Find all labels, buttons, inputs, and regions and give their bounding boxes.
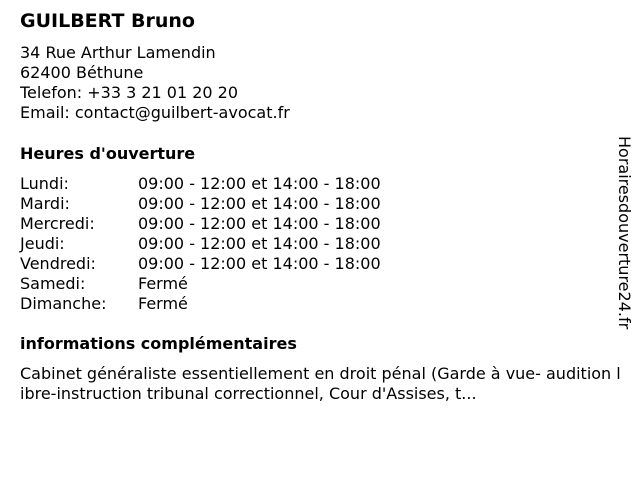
day-label: Samedi:	[20, 274, 86, 293]
phone-number: Telefon: +33 3 21 01 20 20	[20, 83, 239, 102]
street-address: 34 Rue Arthur Lamendin	[20, 43, 216, 62]
day-label: Lundi:	[20, 174, 69, 193]
additional-info-text: Cabinet généraliste essentiellement en droit pénal (Garde à vue- audition libre-instruction tribunal correctionnel, Cour d'Assises, t...	[20, 364, 621, 403]
day-hours: 09:00 - 12:00 et 14:00 - 18:00	[138, 254, 381, 273]
day-label: Vendredi:	[20, 254, 96, 273]
watermark-text: Horairesdouverture24.fr	[615, 136, 634, 330]
business-name: GUILBERT Bruno	[20, 10, 195, 32]
day-label: Jeudi:	[20, 234, 65, 253]
email-address: Email: contact@guilbert-avocat.fr	[20, 103, 290, 122]
opening-hours-heading: Heures d'ouverture	[20, 144, 196, 163]
day-hours: 09:00 - 12:00 et 14:00 - 18:00	[138, 234, 381, 253]
day-label: Mercredi:	[20, 214, 95, 233]
city-postal: 62400 Béthune	[20, 63, 144, 82]
additional-info-heading: informations complémentaires	[20, 334, 297, 353]
day-label: Mardi:	[20, 194, 70, 213]
day-hours: Fermé	[138, 294, 188, 313]
day-hours: 09:00 - 12:00 et 14:00 - 18:00	[138, 194, 381, 213]
site-watermark	[612, 136, 634, 342]
contact-block	[20, 43, 290, 123]
day-hours: 09:00 - 12:00 et 14:00 - 18:00	[138, 174, 381, 193]
day-hours: 09:00 - 12:00 et 14:00 - 18:00	[138, 214, 381, 233]
day-hours: Fermé	[138, 274, 188, 293]
day-label: Dimanche:	[20, 294, 107, 313]
